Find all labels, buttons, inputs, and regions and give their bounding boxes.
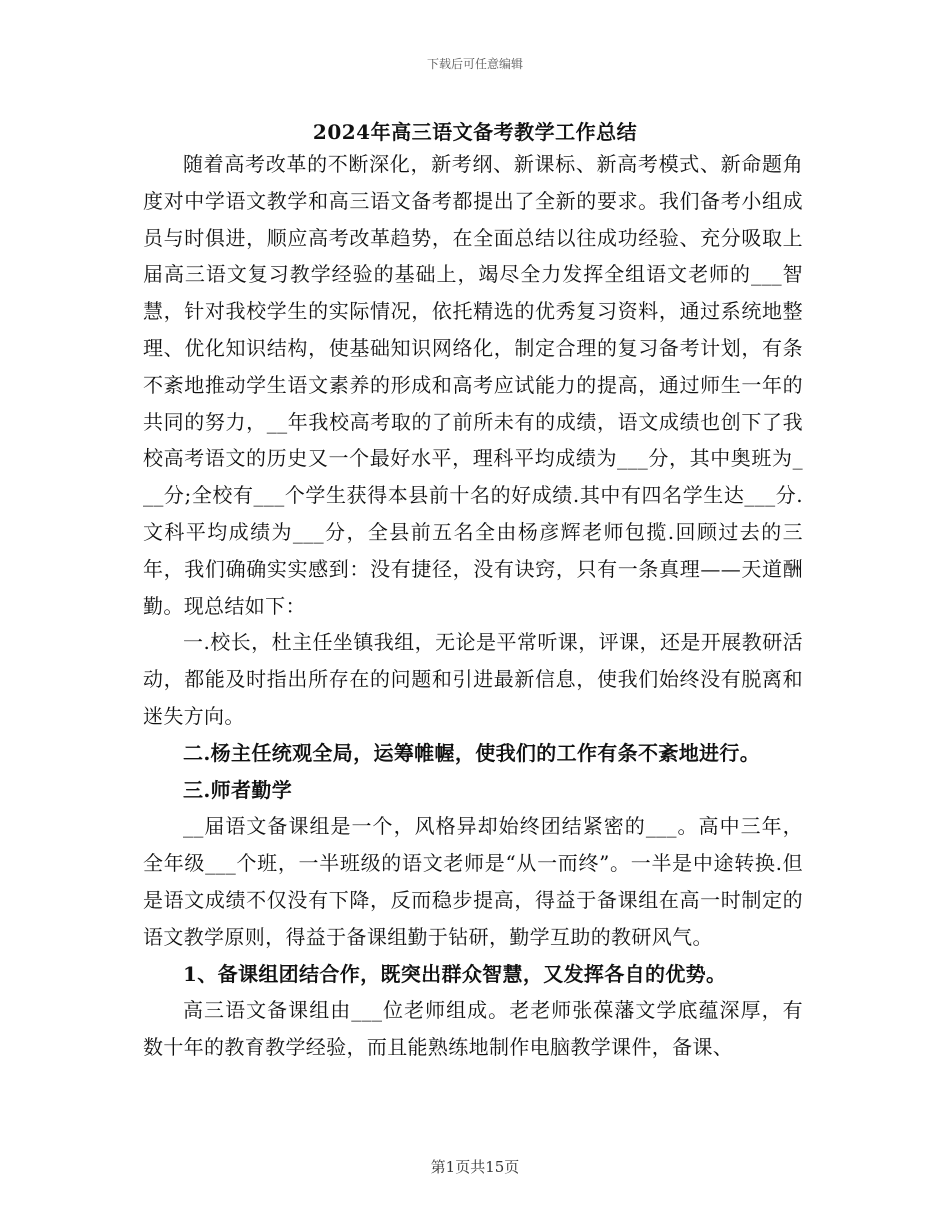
section-one-paragraph: 一.校长，杜主任坐镇我组，无论是平常听课，评课，还是开展教研活动，都能及时指出所存在的问题和引进最新信息，使我们始终没有脱离和迷失方向。 bbox=[143, 630, 803, 728]
section-three-paragraph: __届语文备课组是一个，风格异却始终团结紧密的___。高中三年，全年级___个班，一半班级的语文老师是“从一而终”。一半是中途转换.但是语文成绩不仅没有下降，反而稳步提高，得益于备课组在高一时制定的语文教学原则，得益于备课组勤于钻研，勤学互助的教研风气。 bbox=[143, 814, 803, 949]
document-body bbox=[143, 146, 803, 1066]
document-title: 2024年高三语文备考教学工作总结 bbox=[312, 120, 638, 144]
page-footer-number: 第1页共15页 bbox=[430, 1158, 520, 1176]
intro-paragraph: 随着高考改革的不断深化，新考纲、新课标、新高考模式、新命题角度对中学语文教学和高三语文备考都提出了全新的要求。我们备考小组成员与时俱进，顺应高考改革趋势，在全面总结以往成功经验、充分吸取上届高三语文复习教学经验的基础上，竭尽全力发挥全组语文老师的___智慧，针对我校学生的实际情况，依托精选的优秀复习资料，通过系统地整理、优化知识结构，使基础知识网络化，制定合理的复习备考计划，有条不紊地推动学生语文素养的形成和高考应试能力的提高，通过师生一年的共同的努力，__年我校高考取的了前所未有的成绩，语文成绩也创下了我校高考语文的历史又一个最好水平，理科平均成绩为___分，其中奥班为___分;全校有___个学生获得本县前十名的好成绩.其中有四名学生达___分.文科平均成绩为___分，全县前五名全由杨彦辉老师包揽.回顾过去的三年，我们确确实实感到：没有捷径，没有诀窍，只有一条真理——天道酬勤。现总结如下： bbox=[143, 152, 803, 618]
section-three-heading: 三.师者勤学 bbox=[183, 777, 293, 802]
page-header-note: 下载后可任意编辑 bbox=[426, 57, 523, 71]
subsection-one-heading: 1、备课组团结合作，既突出群众智慧，又发挥各自的优势。 bbox=[183, 961, 727, 986]
subsection-one-paragraph: 高三语文备课组由___位老师组成。老老师张葆藩文学底蕴深厚，有数十年的教育教学经验，而且能熟练地制作电脑教学课件，备课、 bbox=[143, 998, 803, 1060]
section-two-heading: 二.杨主任统观全局，运筹帷幄，使我们的工作有条不紊地进行。 bbox=[183, 740, 761, 765]
